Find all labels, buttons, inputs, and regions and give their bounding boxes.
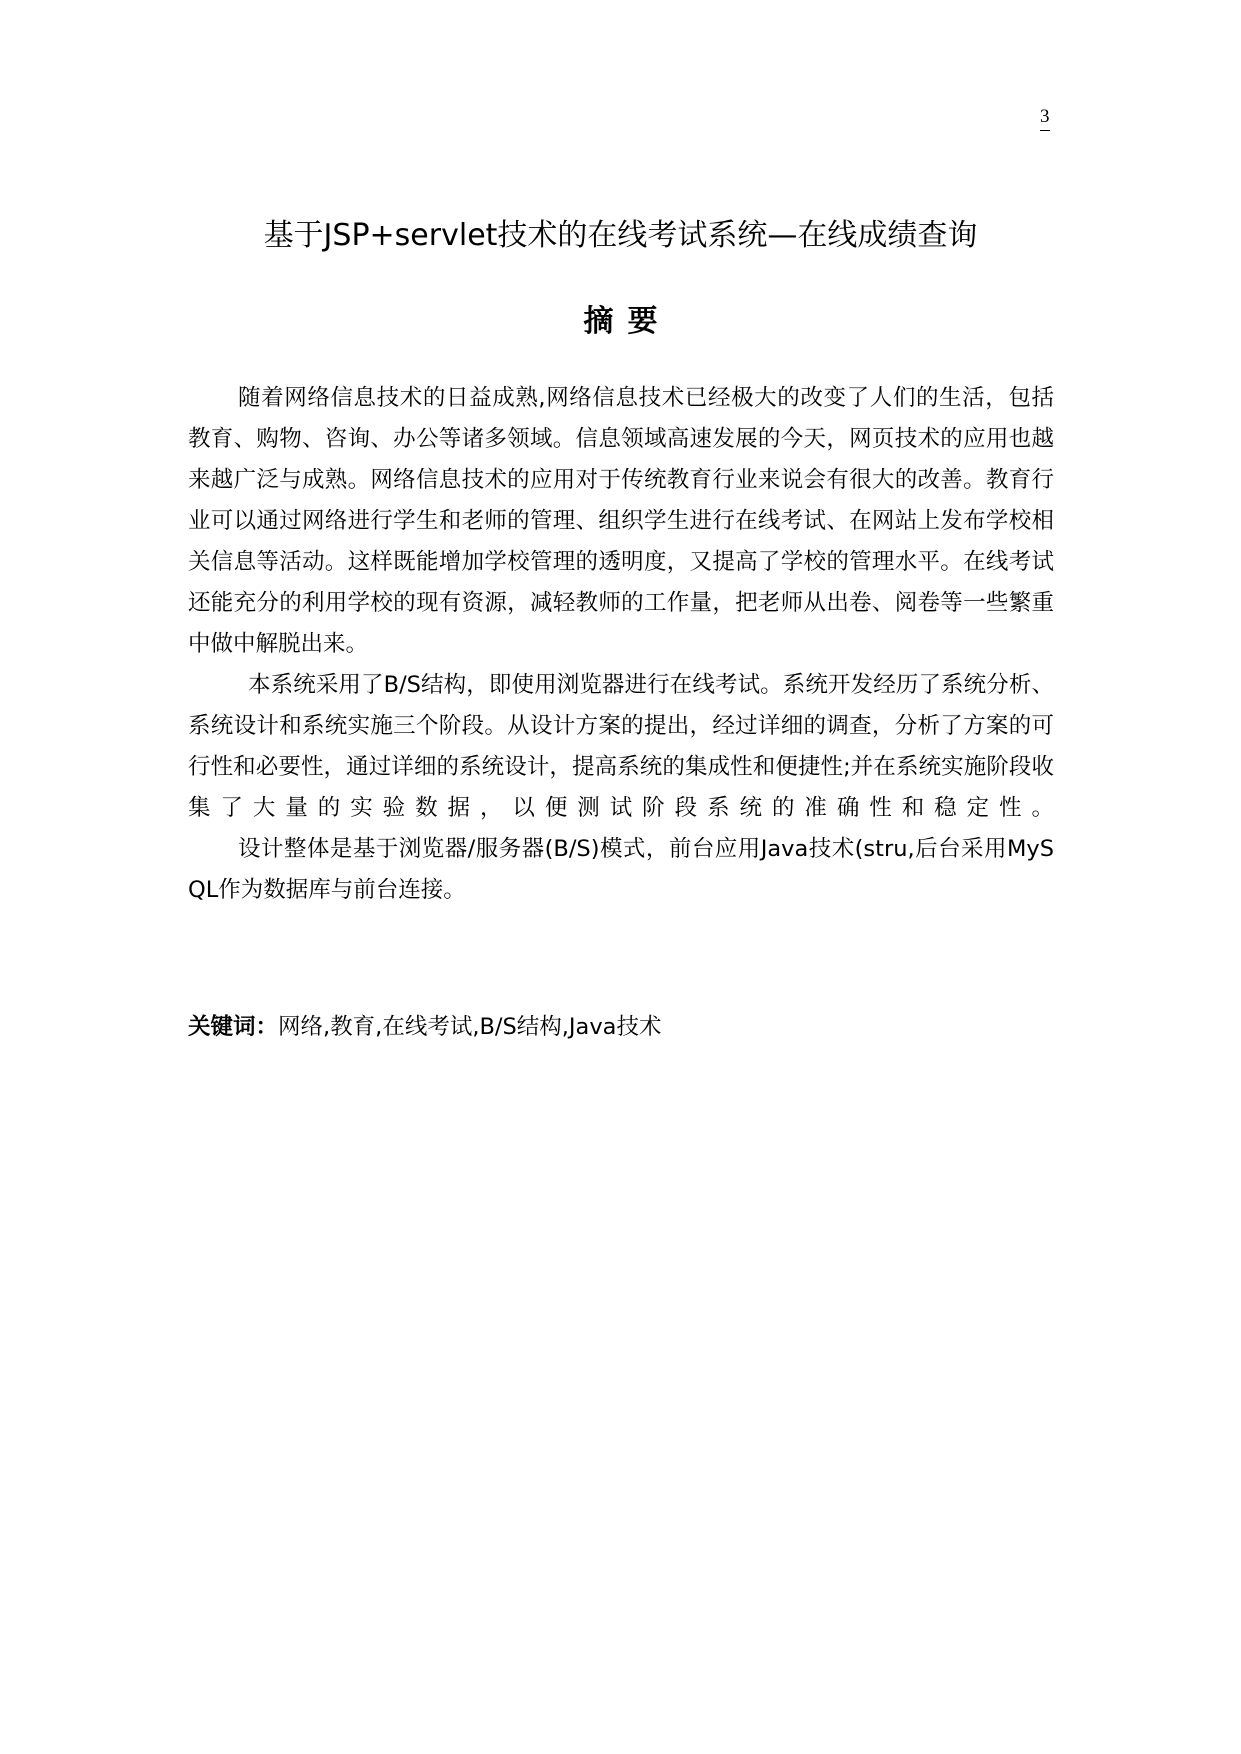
document-title: 基于JSP+servlet技术的在线考试系统—在线成绩查询	[263, 218, 978, 253]
abstract-paragraph-2: 本系统采用了B/S结构，即使用浏览器进行在线考试。系统开发经历了系统分析、系统设计和系统实施三个阶段。从设计方案的提出，经过详细的调查，分析了方案的可行性和必要性，通过详细的系统设计，提高系统的集成性和便捷性;并在系统实施阶段收集了大量的实验数据，以便测试阶段系统的准确性和稳定性。	[188, 672, 1054, 821]
abstract-paragraph-3: 设计整体是基于浏览器/服务器(B/S)模式，前台应用Java技术(stru,后台采用MySQL作为数据库与前台连接。	[188, 836, 1054, 903]
abstract-paragraph-1: 随着网络信息技术的日益成熟,网络信息技术已经极大的改变了人们的生活，包括教育、购物、咨询、办公等诸多领域。信息领域高速发展的今天，网页技术的应用也越来越广泛与成熟。网络信息技术的应用对于传统教育行业来说会有很大的改善。教育行业可以通过网络进行学生和老师的管理、组织学生进行在线考试、在网站上发布学校相关信息等活动。这样既能增加学校管理的透明度，又提高了学校的管理水平。在线考试还能充分的利用学校的现有资源，减轻教师的工作量，把老师从出卷、阅卷等一些繁重中做中解脱出来。	[188, 385, 1054, 657]
abstract-body	[188, 378, 1054, 911]
abstract-heading: 摘要	[583, 304, 672, 339]
page-number: 3	[1040, 106, 1050, 131]
keywords-label: 关键词：	[188, 1014, 279, 1040]
keywords-line	[188, 1007, 1054, 1048]
keywords-value: 网络,教育,在线考试,B/S结构,Java技术	[278, 1014, 662, 1040]
